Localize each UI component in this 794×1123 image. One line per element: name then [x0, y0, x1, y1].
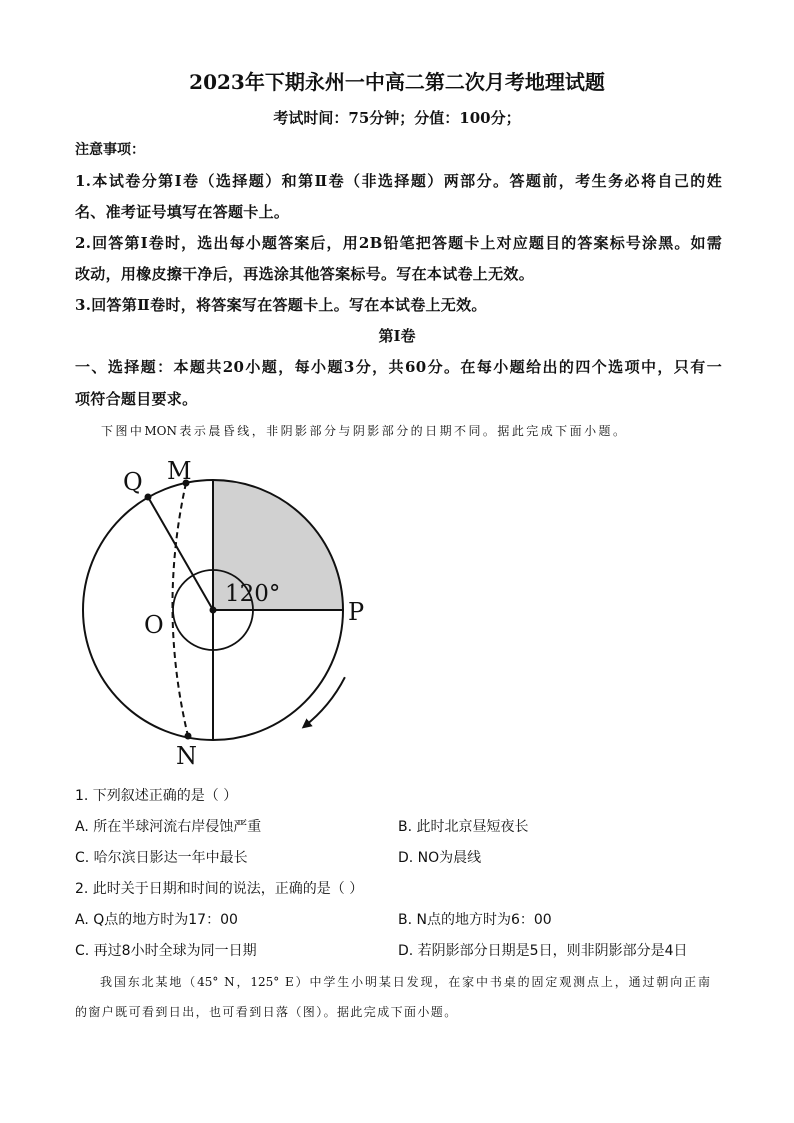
question-option: D. NO为晨线 [398, 850, 482, 866]
section-instruction: 一、选择题：本题共20小题，每小题3分，共60分。在每小题给出的四个选项中，只有一 [75, 358, 722, 376]
notice-heading: 注意事项： [75, 142, 145, 158]
question-stem: 1. 下列叙述正确的是（ ） [75, 788, 238, 804]
notice-line: 改动，用橡皮擦干净后，再选涂其他答案标号。写在本试卷上无效。 [75, 265, 535, 283]
label-p: P [348, 598, 365, 626]
section-instruction: 项符合题目要求。 [75, 390, 198, 408]
question-option: D. 若阴影部分日期是5日，则非阴影部分是4日 [398, 943, 688, 959]
question-option: B. N点的地方时为6：00 [398, 912, 552, 928]
question-option: A. Q点的地方时为17：00 [75, 912, 238, 928]
terminator-line-mon [172, 483, 188, 736]
exam-subtitle: 考试时间：75分钟；分值：100分； [273, 109, 521, 127]
exam-title: 2023年下期永州一中高二第二次月考地理试题 [189, 70, 605, 94]
label-q: Q [123, 468, 143, 496]
rotation-arrow [304, 677, 345, 726]
notice-line: 1.本试卷分第Ⅰ卷（选择题）和第Ⅱ卷（非选择题）两部分。答题前，考生务必将自己的姓 [75, 172, 722, 190]
figure-caption: 下图中MON表示晨昏线，非阴影部分与阴影部分的日期不同。据此完成下面小题。 [101, 424, 625, 438]
passage-line: 我国东北某地（45° N，125° E）中学生小明某日发现，在家中书桌的固定观测点上，通过朝向正南 [100, 975, 710, 989]
point-n-dot [185, 733, 192, 740]
notice-line: 2.回答第Ⅰ卷时，选出每小题答案后，用2B铅笔把答题卡上对应题目的答案标号涂黑。如需 [75, 234, 722, 252]
label-n: N [176, 742, 197, 770]
question-option: B. 此时北京昼短夜长 [398, 819, 529, 835]
question-option: C. 哈尔滨日影达一年中最长 [75, 850, 248, 866]
label-o: O [144, 611, 164, 639]
passage-line: 的窗户既可看到日出，也可看到日落（图）。据此完成下面小题。 [75, 1005, 458, 1019]
question-option: A. 所在半球河流右岸侵蚀严重 [75, 819, 262, 835]
notice-line: 名、准考证号填写在答题卡上。 [75, 203, 290, 221]
label-m: M [167, 457, 192, 485]
center-dot [210, 607, 217, 614]
question-option: C. 再过8小时全球为同一日期 [75, 943, 257, 959]
terminator-diagram [60, 450, 390, 780]
point-q-dot [145, 494, 152, 501]
angle-label: 120° [225, 581, 281, 607]
notice-line: 3.回答第Ⅱ卷时，将答案写在答题卡上。写在本试卷上无效。 [75, 296, 487, 314]
part-heading: 第Ⅰ卷 [378, 327, 416, 345]
question-stem: 2. 此时关于日期和时间的说法，正确的是（ ） [75, 881, 364, 897]
